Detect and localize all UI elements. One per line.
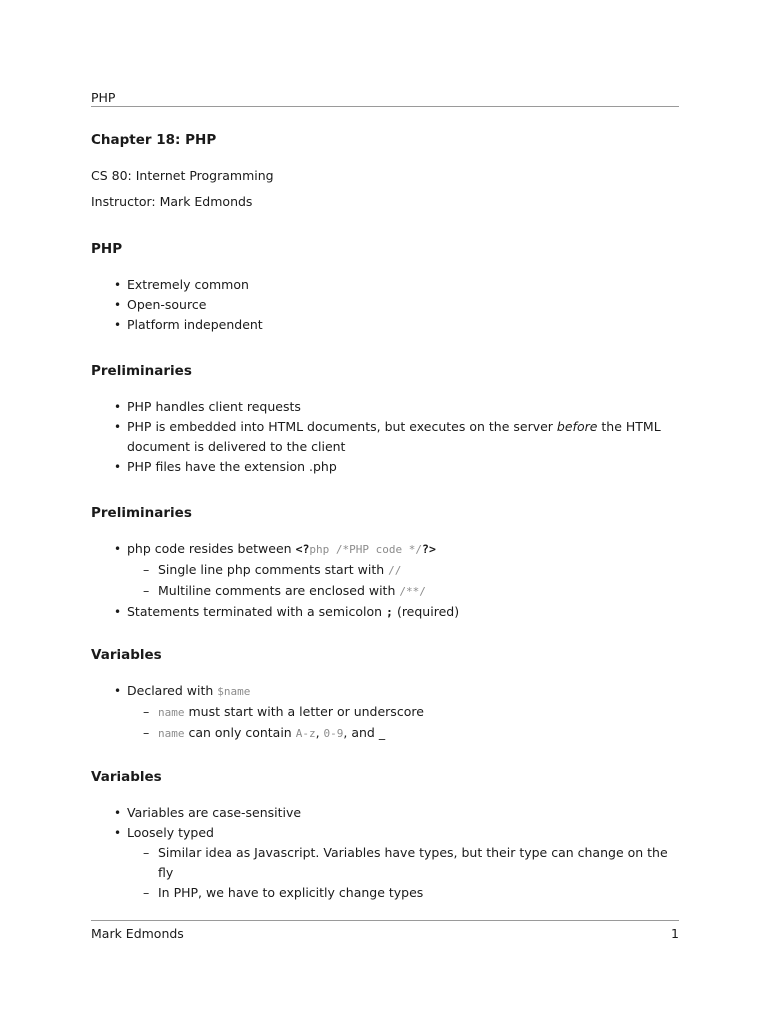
code-snippet: /**/ — [399, 585, 426, 598]
list-item: • Open-source — [91, 295, 679, 315]
section-heading: PHP — [91, 241, 123, 257]
bullet-list — [91, 275, 679, 335]
sub-list-item — [127, 723, 679, 744]
running-header: PHP — [91, 90, 116, 105]
course-name: CS 80: Internet Programming — [91, 168, 274, 183]
item-text: Multiline comments are enclosed with — [158, 583, 400, 598]
sub-list-item: – Similar idea as Javascript. Variables have types, but their type can change on the fly — [127, 843, 679, 883]
code-snippet: // — [388, 564, 402, 577]
bullet-list — [91, 803, 679, 903]
item-text: PHP is embedded into HTML documents, but executes on the server — [127, 419, 557, 434]
list-item: • Extremely common — [91, 275, 679, 295]
php-close-tag: ?> — [422, 542, 436, 556]
bullet-list — [91, 681, 679, 744]
sub-list — [127, 560, 679, 602]
sub-list — [127, 843, 679, 903]
sub-list-item — [127, 581, 679, 602]
section-heading: Preliminaries — [91, 505, 192, 521]
php-open-tag: <? — [295, 542, 310, 556]
item-text: must start with a letter or underscore — [184, 704, 424, 719]
bullet-list — [91, 539, 679, 622]
item-text: php code resides between — [127, 541, 296, 556]
section-heading: Variables — [91, 769, 162, 785]
chapter-title: Chapter 18: PHP — [91, 132, 217, 148]
bullet-list — [91, 397, 679, 477]
item-text: , — [315, 725, 324, 740]
list-item — [91, 681, 679, 744]
sub-list-item: – In PHP, we have to explicitly change types — [127, 883, 679, 903]
item-text: Loosely typed — [127, 825, 214, 840]
item-text: Single line php comments start with — [158, 562, 389, 577]
emphasized-text: before — [556, 419, 598, 434]
code-snippet: php /*PHP code */ — [309, 543, 423, 556]
footer-divider — [91, 920, 679, 921]
item-text: can only contain — [184, 725, 296, 740]
code-snippet: A-z — [295, 727, 316, 740]
sub-list-item — [127, 560, 679, 581]
code-snippet: $name — [217, 685, 251, 698]
list-item — [91, 417, 679, 457]
footer-author: Mark Edmonds — [91, 926, 184, 941]
instructor-name: Instructor: Mark Edmonds — [91, 194, 253, 209]
section-heading: Preliminaries — [91, 363, 192, 379]
item-text: the HTML document is delivered to the client — [127, 419, 661, 454]
section-heading: Variables — [91, 647, 162, 663]
item-text: Statements terminated with a semicolon — [127, 604, 387, 619]
list-item: • Platform independent — [91, 315, 679, 335]
list-item — [91, 602, 679, 622]
list-item: • Variables are case-sensitive — [91, 803, 679, 823]
semicolon-symbol: ; — [386, 605, 393, 619]
code-snippet: name — [158, 706, 185, 719]
list-item: • PHP files have the extension .php — [91, 457, 679, 477]
item-text: Declared with — [127, 683, 218, 698]
list-item — [91, 539, 679, 602]
list-item — [91, 823, 679, 903]
item-text: (required) — [392, 604, 460, 619]
document-page — [91, 0, 679, 1024]
header-divider — [91, 106, 679, 107]
item-text: , and _ — [343, 725, 386, 740]
sub-list — [127, 702, 679, 744]
page-number: 1 — [671, 926, 679, 941]
code-snippet: 0-9 — [323, 727, 344, 740]
sub-list-item — [127, 702, 679, 723]
list-item: • PHP handles client requests — [91, 397, 679, 417]
code-snippet: name — [158, 727, 185, 740]
